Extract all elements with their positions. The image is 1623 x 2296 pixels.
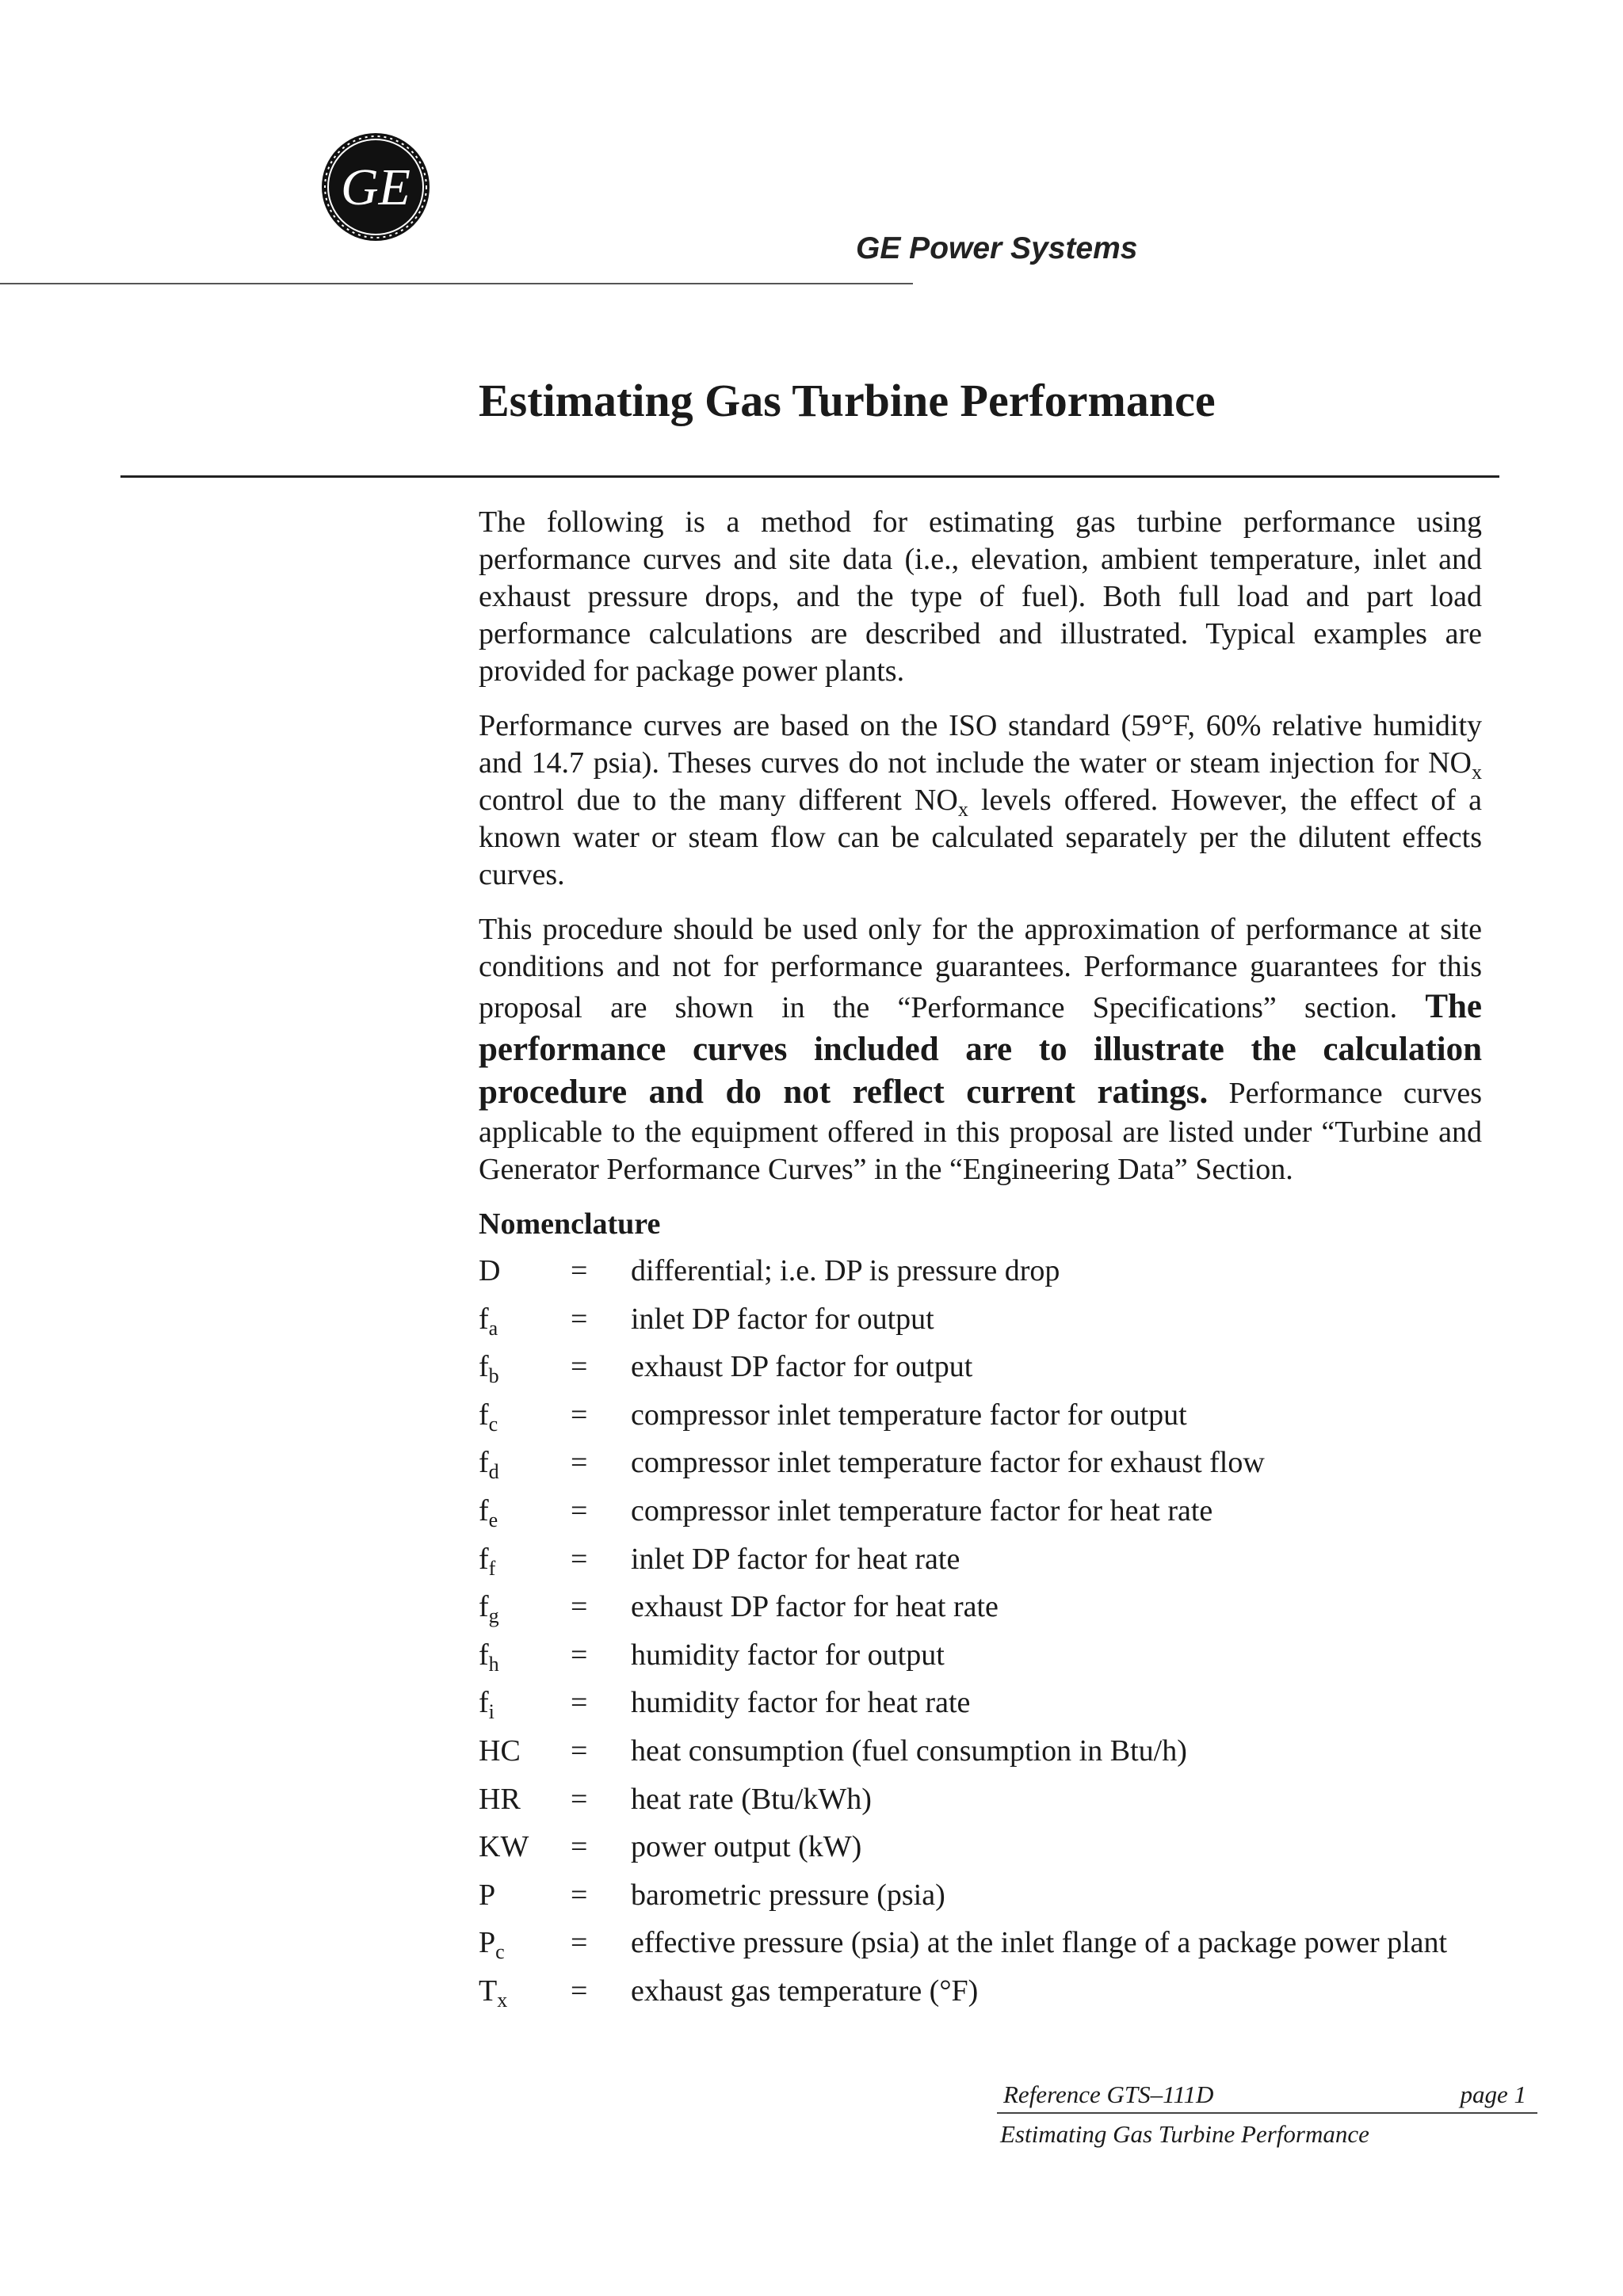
nomenclature-symbol: $f_h$ [479,1638,499,1676]
footer-page-number: page 1 [1460,2081,1526,2108]
nomenclature-equals: = [571,1350,588,1384]
nomenclature-symbol: $f_d$ [479,1446,499,1484]
nomenclature-symbol: $f_c$ [479,1398,498,1436]
nomenclature-symbol: $T_x$ [479,1974,508,2012]
nomenclature-equals: = [571,1493,588,1527]
nomenclature-row [479,1253,1482,1301]
nomenclature-equals: = [571,1878,588,1912]
title-divider [120,475,1499,478]
procedure-paragraph: This procedure should be used only for the approximation of performance at site conditions and not for performance guarantees. Performance guarantees for this proposal are shown in the “Performance Specifications” section. The performance curves included are to illustrate the calculation procedure and do not reflect current ratings. Performance curves applicable to the equipment offered in this proposal are listed under “Turbine and Generator Performance Curves” in the “Engineering Data” Section. [479,913,1482,1186]
nomenclature-definition: compressor inlet temperature factor for exhaust flow [631,1446,1265,1480]
nomenclature-symbol: P [479,1878,496,1912]
nomenclature-row [479,1877,1482,1925]
nomenclature-definition: inlet DP factor for output [631,1302,934,1336]
nomenclature-list [479,1253,1482,2021]
nomenclature-row [479,1924,1482,1973]
nomenclature-definition: power output (kW) [631,1830,862,1864]
nomenclature-equals: = [571,1926,588,1960]
nomenclature-equals: = [571,1974,588,2008]
nomenclature-equals: = [571,1830,588,1864]
nomenclature-row [479,1444,1482,1493]
header-divider [0,283,913,284]
nomenclature-row [479,1348,1482,1397]
main-content [479,504,1482,2021]
curves-paragraph: Performance curves are based on the ISO standard (59°F, 60% relative humidity and 14.7 psia). Theses curves do not include the water or steam injection for $NO_x$ control due to the many different $NO_x$ levels offered. However, the effect of a known water or steam flow can be calculated separately per the dilutent effects curves. [479,709,1482,891]
nomenclature-symbol: $f_e$ [479,1493,498,1531]
nomenclature-row [479,1684,1482,1733]
nomenclature-heading: Nomenclature [479,1207,661,1241]
nomenclature-definition: heat consumption (fuel consumption in Btu/h) [631,1733,1187,1768]
nomenclature-row [479,1589,1482,1637]
svg-text:GE: GE [341,158,411,216]
nomenclature-row [479,1733,1482,1781]
nomenclature-symbol: $f_a$ [479,1302,498,1340]
nomenclature-equals: = [571,1446,588,1480]
page-footer [997,2079,1537,2150]
nomenclature-equals: = [571,1782,588,1816]
nomenclature-symbol: $f_g$ [479,1590,499,1628]
nomenclature-equals: = [571,1398,588,1432]
nomenclature-symbol: D [479,1254,501,1287]
nomenclature-symbol: $f_b$ [479,1350,499,1388]
nomenclature-symbol: $f_i$ [479,1686,495,1724]
nomenclature-equals: = [571,1733,588,1768]
nomenclature-definition: inlet DP factor for heat rate [631,1542,960,1576]
footer-reference: Reference GTS–111D [1003,2081,1214,2108]
nomenclature-equals: = [571,1686,588,1720]
nomenclature-definition: exhaust DP factor for heat rate [631,1590,999,1624]
nomenclature-definition: exhaust DP factor for output [631,1350,973,1384]
ge-logo [320,132,431,242]
brand-name: GE Power Systems [856,231,1138,265]
nomenclature-row [479,1973,1482,2021]
nomenclature-symbol: KW [479,1830,529,1864]
intro-paragraph: The following is a method for estimating gas turbine performance using performance curves and site data (i.e., elevation, ambient temperature, inlet and exhaust pressure drops, and the type of fuel). Both full load and part load performance calculations are described and illustrated. Typical examples are provided for package power plants. [479,505,1482,688]
nomenclature-symbol: HC [479,1733,521,1768]
nomenclature-definition: humidity factor for output [631,1638,945,1672]
nomenclature-row [479,1829,1482,1877]
nomenclature-definition: exhaust gas temperature (°F) [631,1974,979,2008]
nomenclature-definition: humidity factor for heat rate [631,1686,971,1720]
nomenclature-row [479,1493,1482,1541]
footer-divider [997,2112,1537,2114]
nomenclature-row [479,1781,1482,1829]
footer-subtitle: Estimating Gas Turbine Performance [1000,2120,1369,2148]
page-title: Estimating Gas Turbine Performance [479,375,1216,426]
nomenclature-definition: compressor inlet temperature factor for heat rate [631,1493,1213,1527]
nomenclature-definition: heat rate (Btu/kWh) [631,1782,872,1816]
nomenclature-equals: = [571,1542,588,1576]
nomenclature-symbol: $f_f$ [479,1542,496,1580]
nomenclature-definition: barometric pressure (psia) [631,1878,945,1912]
nomenclature-symbol: HR [479,1782,521,1816]
disclaimer-bold: The performance curves included are to illustrate the calculation procedure and do not reflect current ratings. [479,988,1482,1111]
nomenclature-definition: compressor inlet temperature factor for output [631,1398,1187,1432]
nomenclature-equals: = [571,1590,588,1624]
nomenclature-row [479,1397,1482,1445]
nomenclature-equals: = [571,1638,588,1672]
nomenclature-equals: = [571,1254,588,1287]
nomenclature-definition: effective pressure (psia) at the inlet flange of a package power plant [631,1926,1448,1960]
nomenclature-row [479,1301,1482,1349]
nomenclature-row [479,1637,1482,1685]
nomenclature-row [479,1541,1482,1589]
nomenclature-symbol: $P_c$ [479,1926,505,1964]
nomenclature-equals: = [571,1302,588,1336]
nomenclature-definition: differential; i.e. DP is pressure drop [631,1254,1060,1287]
